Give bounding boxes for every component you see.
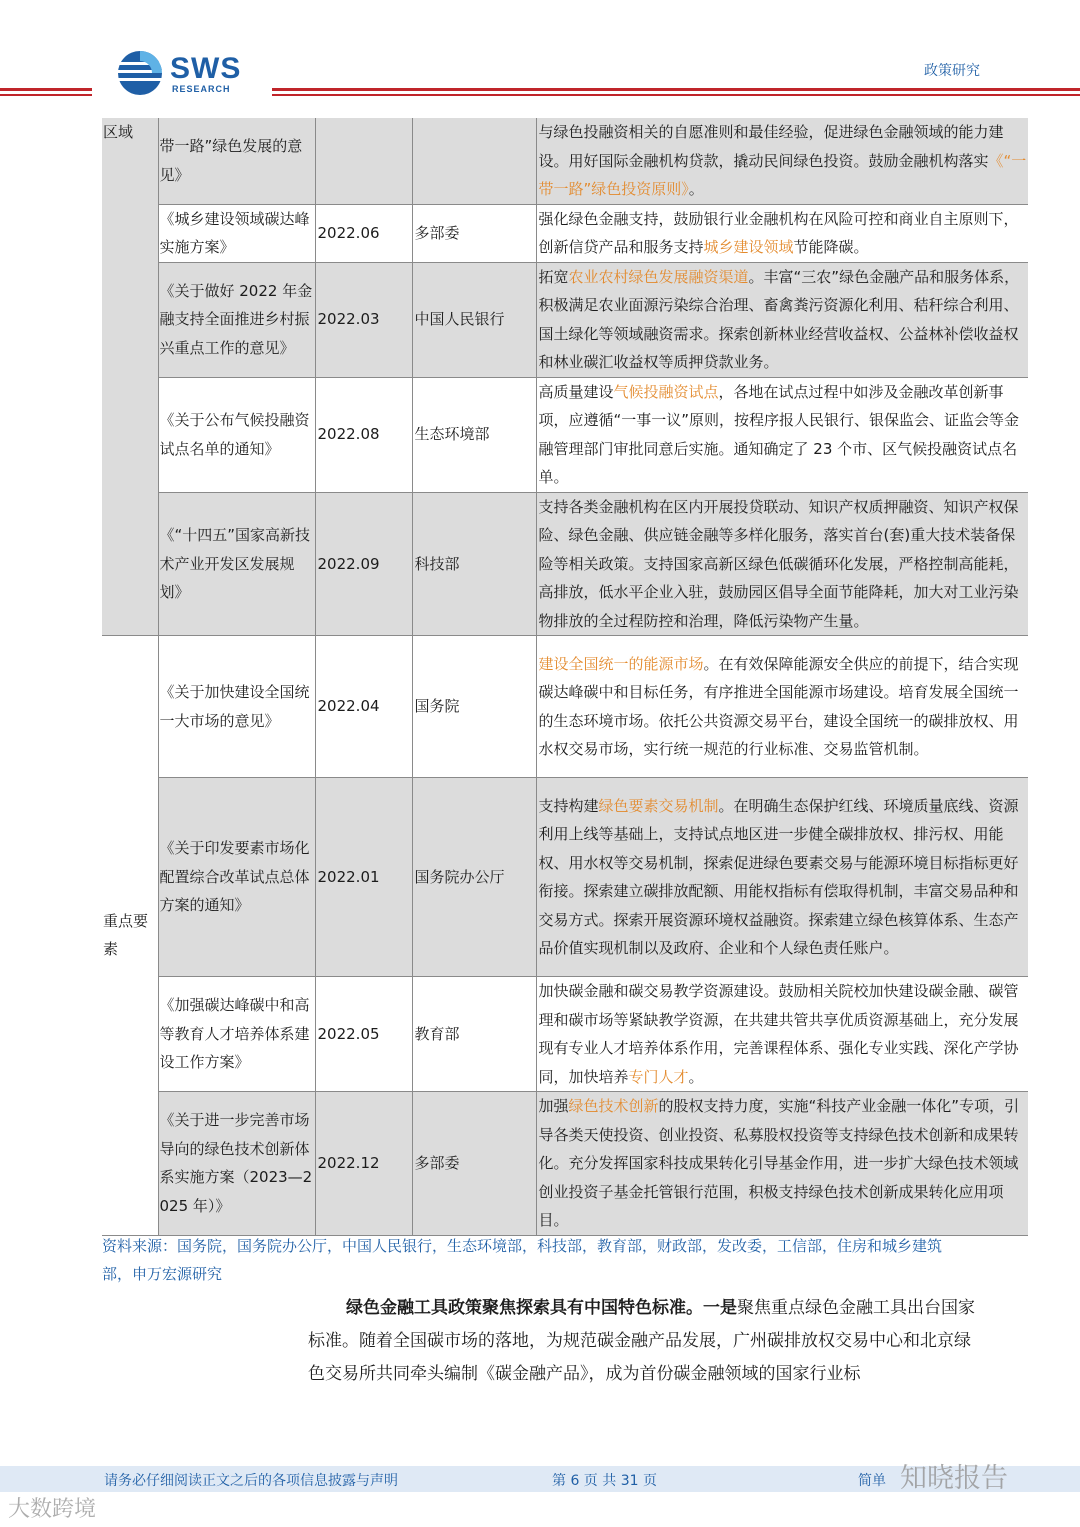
policy-date: 2022.05 (315, 977, 412, 1092)
policy-doc: 《关于做好 2022 年金融支持全面推进乡村振兴重点工作的意见》 (158, 262, 315, 377)
header-rule-right (272, 88, 1080, 91)
policy-content: 加快碳金融和碳交易教学资源建设。鼓励相关院校加快建设碳金融、碳管理和碳市场等紧缺教学资源，在共建共管共享优质资源基础上，充分发展现有专业人才培养体系作用，完善课程体系、强化专业实践、深化产学协同，加快培养专门人才。 (536, 977, 1028, 1092)
policy-content: 支持各类金融机构在区内开展投贷联动、知识产权质押融资、知识产权保险、绿色金融、供应链金融等多样化服务，落实首台(套)重大技术装备保险等相关政策。支持国家高新区绿色低碳循环化发展，严格控制高能耗，高排放，低水平企业入驻，鼓励园区倡导全面节能降耗，加大对工业污染物排放的全过程防控和治理，降低污染物产生量。 (536, 492, 1028, 636)
table-row (102, 977, 1028, 1092)
policy-doc: 《关于印发要素市场化配置综合改革试点总体方案的通知》 (158, 778, 315, 977)
footer-right-text: 简单 (858, 1473, 886, 1489)
policy-dept: 生态环境部 (412, 377, 536, 492)
highlight-text: 《“一带一路”绿色投资原则》 (538, 151, 1027, 198)
source-note: 资料来源：国务院，国务院办公厅，中国人民银行，生态环境部，科技部，教育部，财政部，发改委，工信部，住房和城乡建筑部，申万宏源研究 (102, 1237, 943, 1283)
highlight-text: 气候投融资试点 (613, 382, 719, 401)
body-paragraph (308, 1292, 978, 1391)
policy-doc: 带一路”绿色发展的意见》 (158, 118, 315, 204)
policy-content: 高质量建设气候投融资试点，各地在试点过程中如涉及金融改革创新事项，应遵循“一事一议”原则，按程序报人民银行、银保监会、证监会等金融管理部门审批同意后实施。通知确定了 23 个市、区气候投融资试点名单。 (536, 377, 1028, 492)
table-row (102, 492, 1028, 636)
category-region: 区域 (102, 118, 158, 636)
table-row (102, 377, 1028, 492)
policy-doc: 《关于加快建设全国统一大市场的意见》 (158, 636, 315, 778)
watermark-bottom: 大数跨境 (8, 1497, 97, 1522)
highlight-text: 绿色要素交易机制 (598, 796, 719, 815)
policy-dept: 科技部 (412, 492, 536, 636)
table-row (102, 636, 1028, 778)
policy-dept: 国务院 (412, 636, 536, 778)
table-row (102, 262, 1028, 377)
policy-dept (412, 118, 536, 204)
table-row (102, 118, 1028, 204)
policy-dept: 中国人民银行 (412, 262, 536, 377)
policy-date: 2022.01 (315, 778, 412, 977)
policy-date (315, 118, 412, 204)
policy-content: 拓宽农业农村绿色发展融资渠道。丰富“三农”绿色金融产品和服务体系，积极满足农业面源污染综合治理、畜禽粪污资源化利用、秸秆综合利用、国土绿化等领域融资需求。探索创新林业经营收益权、公益林补偿收益权和林业碳汇收益权等质押贷款业务。 (536, 262, 1028, 377)
paragraph-text: 聚焦重点绿色金融工具出台国家标准。随着全国碳市场的落地，为规范碳金融产品发展，广州碳排放权交易中心和北京绿色交易所共同牵头编制《碳金融产品》，成为首份碳金融领域的国家行业标 (308, 1298, 975, 1384)
logo-text: SWS (170, 52, 242, 85)
policy-date: 2022.06 (315, 204, 412, 262)
policy-content: 加强绿色技术创新的股权支持力度，实施“科技产业金融一体化”专项，引导各类天使投资、创业投资、私募股权投资等支持绿色技术创新和成果转化。充分发挥国家科技成果转化引导基金作用，进一步扩大绿色技术领域创业投资子基金托管银行范围，积极支持绿色技术创新成果转化应用项目。 (536, 1092, 1028, 1236)
policy-dept: 国务院办公厅 (412, 778, 536, 977)
policy-dept: 教育部 (412, 977, 536, 1092)
paragraph-point-one: 一是 (703, 1298, 737, 1318)
highlight-text: 专门人才 (628, 1067, 689, 1086)
policy-content: 建设全国统一的能源市场。在有效保障能源安全供应的前提下，结合实现碳达峰碳中和目标任务，有序推进全国能源市场建设。培育发展全国统一的生态环境市场。依托公共资源交易平台，建设全国统一的碳排放权、用水权交易市场，实行统一规范的行业标准、交易监管机制。 (536, 636, 1028, 778)
policy-doc: 《城乡建设领域碳达峰实施方案》 (158, 204, 315, 262)
policy-dept: 多部委 (412, 204, 536, 262)
policy-date: 2022.08 (315, 377, 412, 492)
paragraph-lead: 绿色金融工具政策聚焦探索具有中国特色标准。 (346, 1298, 703, 1318)
footer-disclaimer: 请务必仔细阅读正文之后的各项信息披露与声明 (104, 1473, 398, 1489)
watermark-top: 知晓报告 (900, 1463, 1008, 1494)
category-key-factors: 重点要素 (102, 636, 158, 1236)
section-title: 政策研究 (924, 63, 980, 79)
header-rule-left-thin (0, 94, 92, 96)
policy-doc: 《“十四五”国家高新技术产业开发区发展规划》 (158, 492, 315, 636)
highlight-text: 建设全国统一的能源市场 (538, 654, 704, 673)
policy-date: 2022.03 (315, 262, 412, 377)
policy-date: 2022.12 (315, 1092, 412, 1236)
header-rule-right-thin (272, 94, 1080, 96)
policy-doc: 《关于公布气候投融资试点名单的通知》 (158, 377, 315, 492)
policy-dept: 多部委 (412, 1092, 536, 1236)
policy-doc: 《加强碳达峰碳中和高等教育人才培养体系建设工作方案》 (158, 977, 315, 1092)
policy-date: 2022.04 (315, 636, 412, 778)
page-number: 第 6 页 共 31 页 (552, 1473, 657, 1489)
highlight-text: 城乡建设领域 (703, 238, 794, 256)
logo-subtext: RESEARCH (172, 84, 231, 94)
header-rule-left (0, 88, 92, 91)
policy-content: 强化绿色金融支持，鼓励银行业金融机构在风险可控和商业自主原则下，创新信贷产品和服务支持城乡建设领域节能降碳。 (536, 204, 1028, 262)
policy-doc: 《关于进一步完善市场导向的绿色技术创新体系实施方案（2023—2025 年）》 (158, 1092, 315, 1236)
policy-table (102, 118, 1028, 1236)
table-row (102, 778, 1028, 977)
table-row (102, 1092, 1028, 1236)
policy-content: 与绿色投融资相关的自愿准则和最佳经验，促进绿色金融领域的能力建设。用好国际金融机构贷款，撬动民间绿色投资。鼓励金融机构落实《“一带一路”绿色投资原则》。 (536, 118, 1028, 204)
highlight-text: 绿色技术创新 (568, 1097, 659, 1115)
policy-date: 2022.09 (315, 492, 412, 636)
highlight-text: 农业农村绿色发展融资渠道 (568, 267, 749, 286)
policy-content: 支持构建绿色要素交易机制。在明确生态保护红线、环境质量底线、资源利用上线等基础上，支持试点地区进一步健全碳排放权、排污权、用能权、用水权等交易机制，探索促进绿色要素交易与能源环境目标指标更好衔接。探索建立碳排放配额、用能权指标有偿取得机制，丰富交易品种和交易方式。探索开展资源环境权益融资。探索建立绿色核算体系、生态产品价值实现机制以及政府、企业和个人绿色责任账户。 (536, 778, 1028, 977)
table-row (102, 204, 1028, 262)
